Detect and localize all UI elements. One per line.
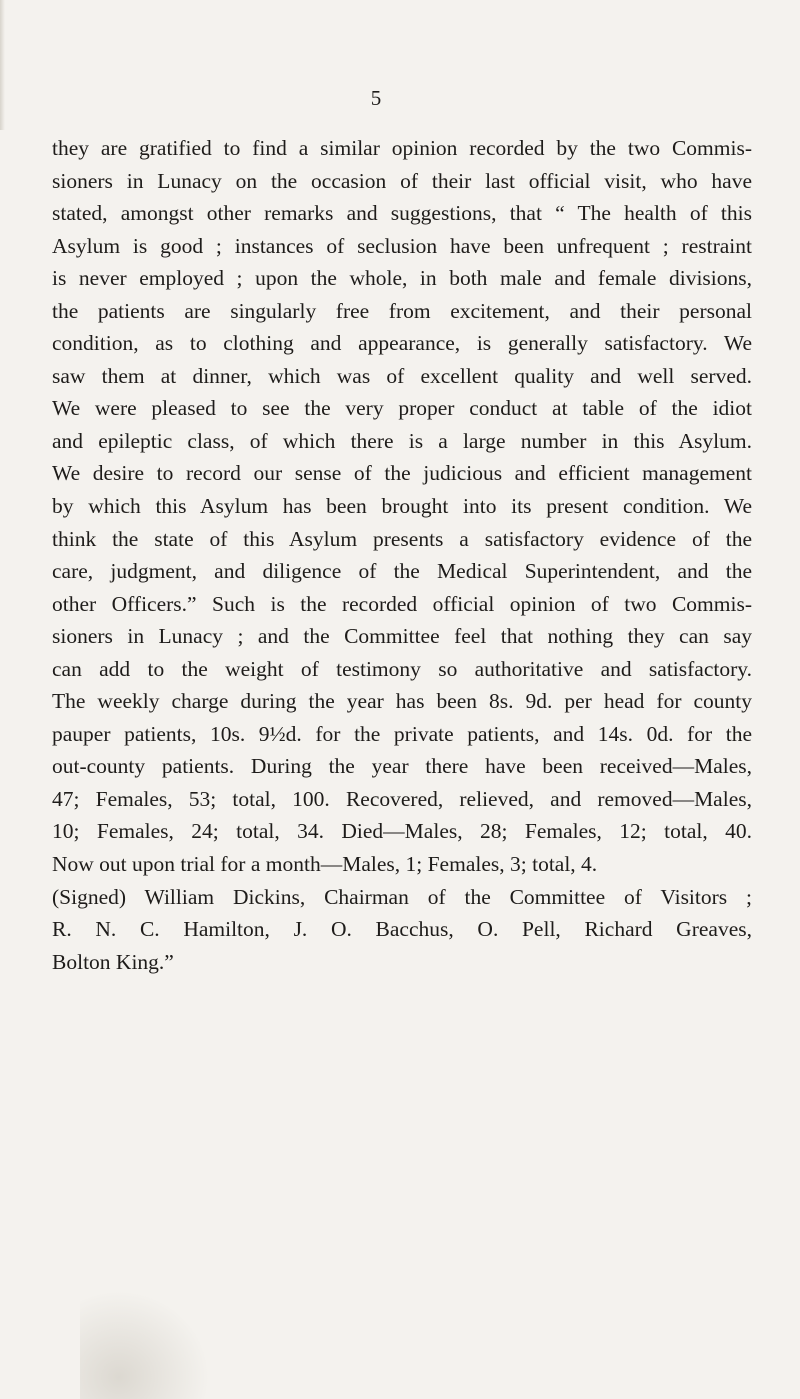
text-line: out-county patients. During the year there have been received—Males,	[52, 754, 752, 779]
text-line: Now out upon trial for a month—Males, 1; Females, 3; total, 4.	[52, 852, 598, 877]
text-line: is never employed ; upon the whole, in both male and female divisions,	[52, 266, 752, 291]
paper-stain	[80, 1290, 210, 1399]
text-line: they are gratified to find a similar opinion recorded by the two Commis-	[52, 136, 752, 160]
text-line: care, judgment, and diligence of the Medical Superintendent, and the	[52, 559, 752, 584]
text-line: pauper patients, 10s. 9½d. for the private patients, and 14s. 0d. for the	[52, 721, 752, 746]
text-line: condition, as to clothing and appearance, is generally satisfactory. We	[52, 331, 752, 356]
text-line: saw them at dinner, which was of excellent quality and well served.	[52, 363, 752, 388]
text-line: Asylum is good ; instances of seclusion have been unfrequent ; restraint	[52, 233, 752, 258]
body-paragraph	[52, 132, 752, 978]
text-line: can add to the weight of testimony so authoritative and satisfactory.	[52, 656, 752, 681]
text-line: think the state of this Asylum presents a satisfactory evidence of the	[52, 526, 752, 551]
signature-line: Bolton King.”	[52, 949, 174, 974]
text-line: sioners in Lunacy on the occasion of their last official visit, who have	[52, 168, 752, 193]
signature-line: R. N. C. Hamilton, J. O. Bacchus, O. Pell, Richard Greaves,	[52, 917, 752, 942]
page-edge-shadow	[0, 0, 5, 130]
text-line: 10; Females, 24; total, 34. Died—Males, 28; Females, 12; total, 40.	[52, 819, 752, 844]
text-line: other Officers.” Such is the recorded official opinion of two Commis-	[52, 591, 752, 616]
text-line: and epileptic class, of which there is a large number in this Asylum.	[52, 428, 752, 453]
text-line: by which this Asylum has been brought into its present condition. We	[52, 494, 752, 519]
text-line: The weekly charge during the year has been 8s. 9d. per head for county	[52, 689, 752, 714]
text-line: the patients are singularly free from excitement, and their personal	[52, 298, 752, 323]
text-line: We desire to record our sense of the judicious and efficient management	[52, 461, 752, 486]
page-number: 5	[370, 86, 382, 110]
signature-line: (Signed) William Dickins, Chairman of the Committee of Visitors ;	[52, 884, 752, 909]
text-line: stated, amongst other remarks and suggestions, that “ The health of this	[52, 201, 752, 226]
text-line: sioners in Lunacy ; and the Committee feel that nothing they can say	[52, 624, 752, 649]
text-line: 47; Females, 53; total, 100. Recovered, relieved, and removed—Males,	[52, 786, 752, 811]
text-line: We were pleased to see the very proper conduct at table of the idiot	[52, 396, 752, 421]
